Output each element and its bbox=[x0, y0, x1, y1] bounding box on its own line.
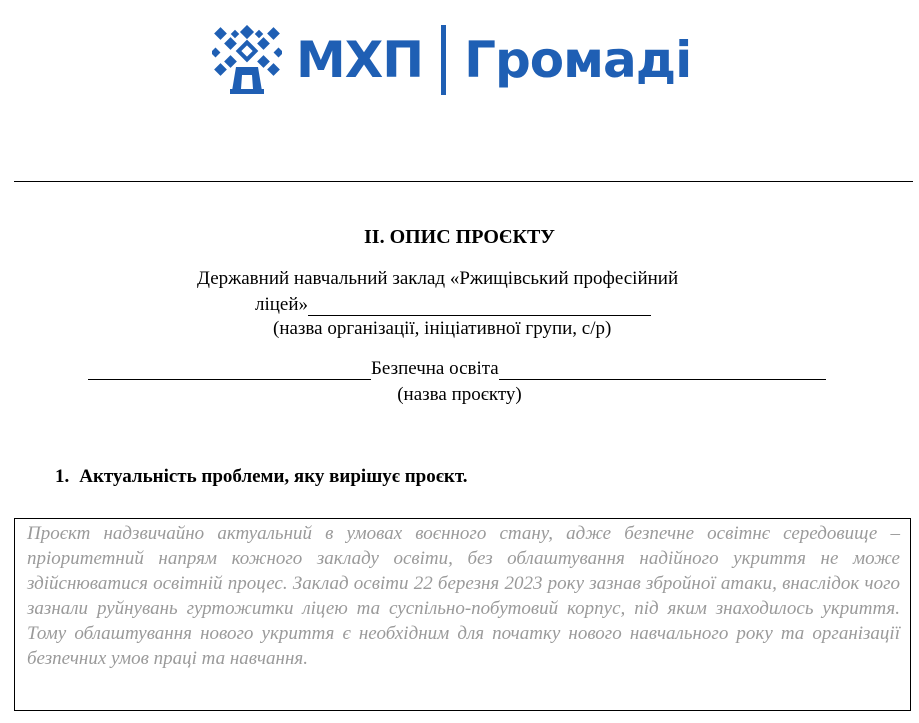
section-title: ІІ. ОПИС ПРОЄКТУ bbox=[364, 226, 555, 248]
project-underline-left bbox=[88, 359, 371, 380]
project-name-line bbox=[88, 358, 826, 380]
question-heading bbox=[55, 466, 468, 488]
header-rule bbox=[14, 181, 913, 182]
organization-caption: (назва організації, ініціативної групи, с/р) bbox=[273, 318, 612, 339]
logo-brand-text: МХП bbox=[296, 31, 424, 89]
logo bbox=[212, 22, 691, 98]
logo-program-text: Громаді bbox=[464, 31, 692, 89]
question-number: 1. bbox=[55, 466, 70, 487]
question-title: Актуальність проблеми, яку вирішує проєкт. bbox=[79, 466, 468, 487]
organization-underline bbox=[308, 295, 651, 316]
organization-name-end: ліцей» bbox=[255, 294, 309, 315]
windmill-ornament-icon bbox=[212, 25, 282, 95]
organization-name-line2 bbox=[255, 294, 651, 316]
project-underline-right bbox=[499, 359, 826, 380]
project-name: Безпечна освіта bbox=[371, 358, 499, 379]
organization-name-line1: Державний навчальний заклад «Ржищівський професійний bbox=[197, 268, 679, 289]
project-caption: (назва проєкту) bbox=[397, 384, 522, 405]
answer-field[interactable] bbox=[14, 518, 911, 711]
logo-divider bbox=[441, 25, 446, 95]
answer-text: Проєкт надзвичайно актуальний в умовах воєнного стану, адже безпечне освітнє середовище – пріоритетний напрям кожного закладу освіти, без облаштування надійного укриття не може здійснюватися освітній процес. Заклад освіти 22 березня 2023 року зазнав збройної атаки, внаслідок чого зазнали руйнувань гуртожитки ліцею та суспільно-побутовий корпус, під яким знаходилось укриття. Тому облаштування нового укриття є необхідним для початку нового навчального року та організації безпечних умов праці та навчання. bbox=[27, 523, 900, 669]
